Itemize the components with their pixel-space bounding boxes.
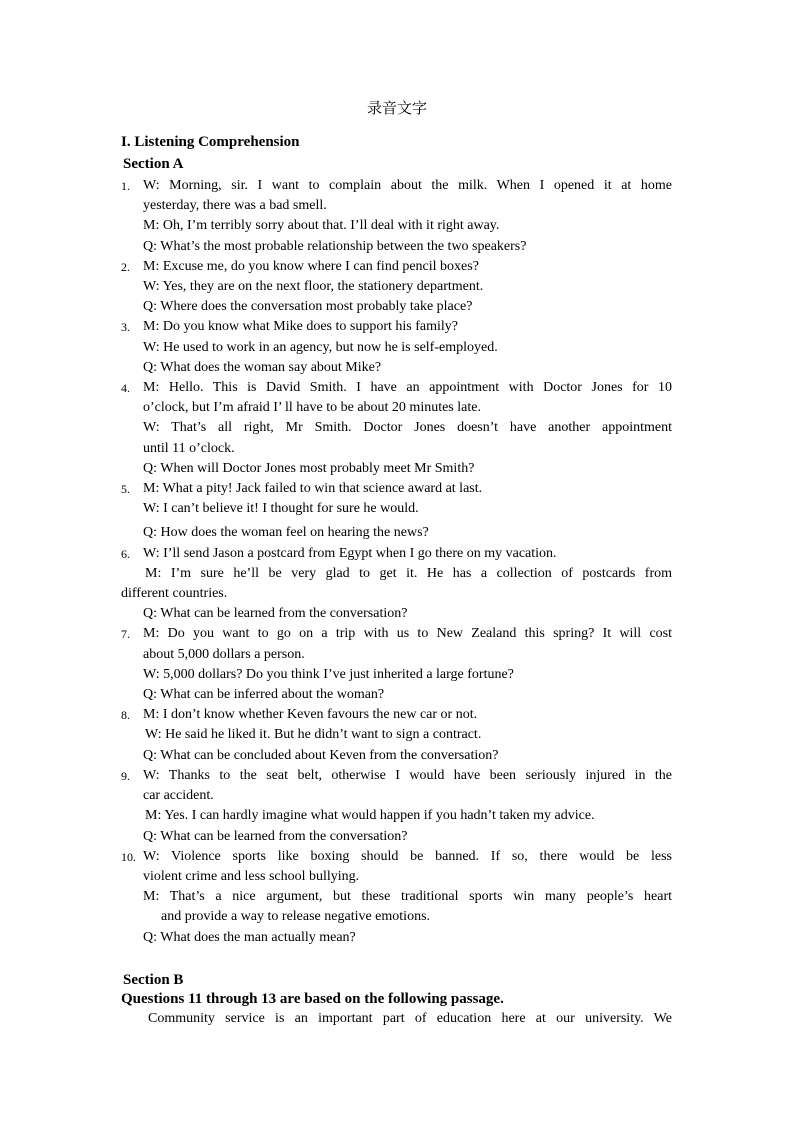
dialogue-line: car accident.: [143, 788, 214, 804]
dialogue-line: M: I don’t know whether Keven favours the new car or not.: [143, 707, 478, 723]
dialogue-line: W: I can’t believe it! I thought for sure he would.: [143, 501, 419, 517]
item-number: 4.: [121, 381, 130, 396]
item-number: 6.: [121, 546, 130, 561]
dialogue-item: [121, 317, 672, 378]
dialogue-line: different countries.: [121, 586, 228, 602]
passage-paragraph: Community service is an important part of education here at our university. We: [148, 1011, 672, 1026]
dialogue-line: M: I’m sure he’ll be very glad to get it. He has a collection of postcards from: [145, 565, 672, 581]
dialogue-line: W: I’ll send Jason a postcard from Egypt when I go there on my vacation.: [143, 545, 557, 561]
dialogue-line: W: Thanks to the seat belt, otherwise I would have been seriously injured in the: [143, 767, 672, 783]
question-line: Q: What’s the most probable relationship between the two speakers?: [143, 238, 527, 254]
dialogue-line: M: That’s a nice argument, but these traditional sports win many people’s heart: [143, 889, 672, 905]
dialogue-line: M: What a pity! Jack failed to win that science award at last.: [143, 481, 483, 497]
item-number: 3.: [121, 320, 130, 335]
item-number: 7.: [121, 627, 130, 642]
item-number: 1.: [121, 179, 130, 193]
item-number: 8.: [121, 708, 130, 723]
dialogue-item: [121, 624, 672, 705]
dialogue-line: and provide a way to release negative emotions.: [161, 909, 431, 925]
dialogue-line: about 5,000 dollars a person.: [143, 646, 305, 662]
dialogue-line: W: 5,000 dollars? Do you think I’ve just inherited a large fortune?: [143, 666, 514, 682]
dialogue-line: until 11 o’clock.: [143, 440, 235, 456]
page-title: 录音文字: [366, 99, 427, 117]
dialogue-item: [121, 544, 672, 625]
dialogue-line: M: Do you know what Mike does to support his family?: [143, 319, 458, 335]
dialogue-line: M: Oh, I’m terribly sorry about that. I’ll deal with it right away.: [143, 218, 500, 234]
dialogue-line: W: Yes, they are on the next floor, the stationery department.: [143, 279, 484, 295]
dialogue-line: W: That’s all right, Mr Smith. Doctor Jones doesn’t have another appointment: [143, 420, 672, 436]
item-number: 9.: [121, 768, 130, 783]
dialogue-line: violent crime and less school bullying.: [143, 868, 360, 884]
question-line: Q: What can be learned from the conversation?: [143, 606, 408, 622]
dialogue-line: W: Violence sports like boxing should be banned. If so, there would be less: [143, 848, 672, 864]
section-a-heading: Section A: [123, 156, 184, 172]
section-b-heading: Section B: [123, 972, 184, 988]
dialogue-list: [121, 176, 672, 948]
item-number: 5.: [121, 482, 130, 497]
question-line: Q: What can be concluded about Keven from the conversation?: [143, 747, 499, 763]
dialogue-line: W: Morning, sir. I want to complain about the milk. When I opened it at home: [143, 178, 672, 193]
question-line: Q: When will Doctor Jones most probably meet Mr Smith?: [143, 460, 475, 476]
question-line: Q: What can be learned from the conversation?: [143, 828, 408, 844]
dialogue-line: M: Yes. I can hardly imagine what would happen if you hadn’t taken my advice.: [145, 808, 595, 824]
dialogue-line: M: Do you want to go on a trip with us to New Zealand this spring? It will cost: [143, 626, 672, 642]
question-line: Q: What can be inferred about the woman?: [143, 687, 385, 703]
question-line: Q: What does the man actually mean?: [143, 929, 356, 945]
dialogue-item: [121, 257, 672, 318]
dialogue-line: M: Hello. This is David Smith. I have an appointment with Doctor Jones for 10: [143, 380, 672, 396]
dialogue-item: [121, 705, 672, 766]
question-line: Q: Where does the conversation most probably take place?: [143, 299, 473, 315]
dialogue-line: yesterday, there was a bad smell.: [143, 198, 327, 214]
questions-heading: Questions 11 through 13 are based on the following passage.: [121, 991, 504, 1007]
item-number: 2.: [121, 259, 130, 274]
dialogue-line: W: He said he liked it. But he didn’t want to sign a contract.: [145, 727, 482, 743]
dialogue-item: [121, 176, 672, 257]
question-line: Q: What does the woman say about Mike?: [143, 359, 382, 375]
part-heading: I. Listening Comprehension: [121, 134, 300, 150]
dialogue-item: [121, 378, 672, 479]
dialogue-line: W: He used to work in an agency, but now he is self-employed.: [143, 339, 498, 355]
dialogue-line: M: Excuse me, do you know where I can find pencil boxes?: [143, 258, 479, 274]
question-line: Q: How does the woman feel on hearing the news?: [143, 525, 429, 541]
dialogue-item: [121, 766, 672, 847]
dialogue-item: [121, 479, 672, 544]
item-number: 10.: [121, 849, 136, 864]
dialogue-line: o’clock, but I’m afraid I’ ll have to be about 20 minutes late.: [143, 400, 481, 416]
dialogue-item: [121, 847, 672, 948]
